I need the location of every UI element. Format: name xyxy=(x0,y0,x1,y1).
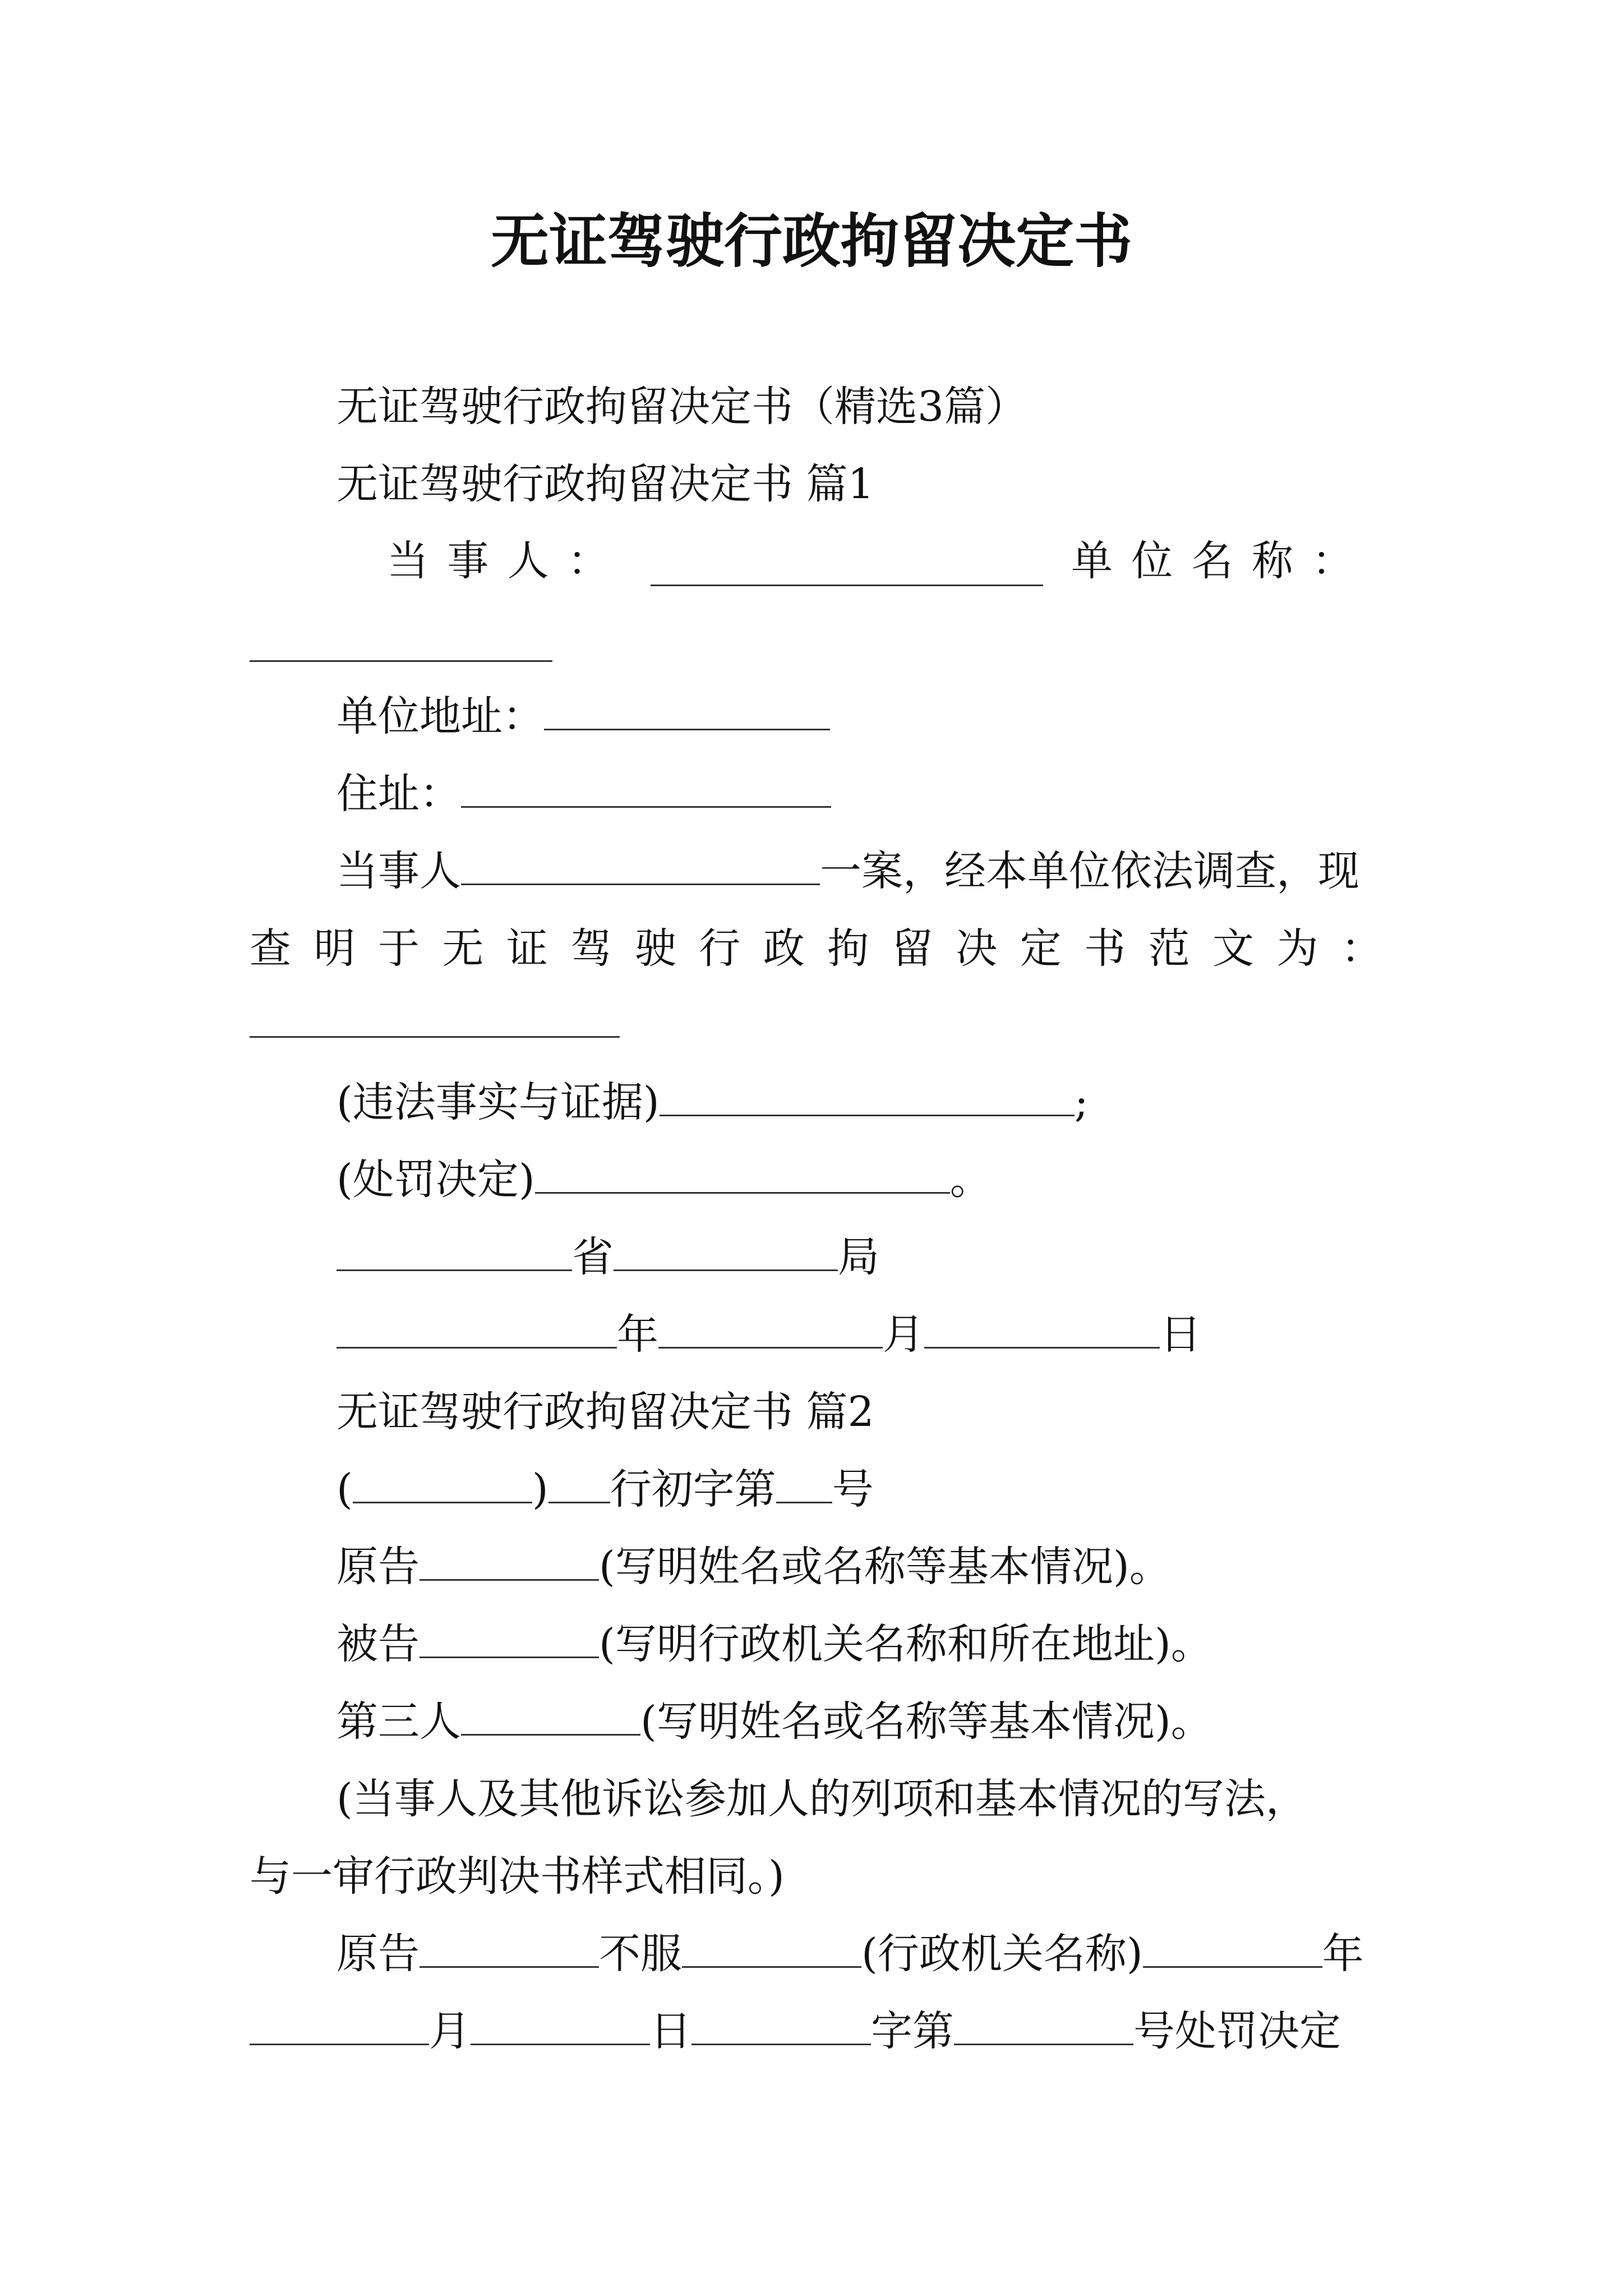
line-text: (写明姓名或名称等基本情况)。 xyxy=(599,1543,1171,1591)
line-text: 省 xyxy=(572,1233,614,1281)
text-line xyxy=(336,1304,1201,1365)
blank-line xyxy=(419,1617,599,1658)
line-text: (当事人及其他诉讼参加人的列项和基本情况的写法， xyxy=(336,1775,1307,1823)
line-text: (写明行政机关名称和所在地址)。 xyxy=(599,1620,1212,1668)
justified-char: 查 xyxy=(250,924,291,973)
text-line xyxy=(336,1071,1089,1133)
blank-line xyxy=(682,1927,861,1968)
line-text: ( xyxy=(336,1465,353,1513)
line-text: ) xyxy=(532,1465,548,1513)
line-text: 与一审行政判决书样式相同。) xyxy=(250,1852,785,1901)
justified-char: 证 xyxy=(506,924,548,973)
blank-line xyxy=(544,689,830,730)
justified-text-line xyxy=(250,918,1382,979)
blank-line xyxy=(691,2004,871,2045)
document-title: 无证驾驶行政拘留决定书 xyxy=(490,206,1132,275)
blank-line xyxy=(419,1540,599,1581)
text-line xyxy=(250,1846,785,1907)
blank-line xyxy=(250,1035,620,1038)
text-line xyxy=(336,1381,874,1443)
blank-line xyxy=(353,1462,532,1503)
justified-char: 明 xyxy=(313,924,356,973)
blank-line xyxy=(614,1230,838,1271)
justified-char: 拘 xyxy=(827,924,869,973)
text-line xyxy=(1071,530,1372,592)
line-text: 一案，经本单位依法调查，现 xyxy=(820,847,1359,895)
justified-char: 驾 xyxy=(570,924,612,973)
text-line xyxy=(336,840,1359,902)
text-line xyxy=(336,376,1027,438)
line-text: 号 xyxy=(832,1465,874,1513)
blank-line xyxy=(250,659,552,662)
text-line xyxy=(336,1691,1212,1752)
section-heading: 无证驾驶行政拘留决定书 篇1 xyxy=(336,460,874,508)
line-text: (写明姓名或名称等基本情况)。 xyxy=(640,1697,1212,1746)
blank-line xyxy=(548,1462,610,1503)
line-text: 原告 xyxy=(336,1543,419,1591)
text-line xyxy=(387,530,628,592)
line-text: 局 xyxy=(838,1233,879,1281)
line-text: (处罚决定) xyxy=(336,1156,535,1204)
line-text: 年 xyxy=(617,1310,658,1359)
blank-line xyxy=(336,1230,572,1271)
text-line xyxy=(336,763,831,825)
line-text: 行初字第 xyxy=(610,1465,776,1513)
justified-char: 于 xyxy=(377,924,419,973)
justified-char: ： xyxy=(1340,924,1382,973)
blank-line xyxy=(924,1308,1160,1349)
field-label: 当事人： xyxy=(387,537,628,585)
blank-line xyxy=(535,1153,950,1194)
blank-line xyxy=(461,767,831,808)
text-line xyxy=(336,1226,879,1288)
justified-char: 范 xyxy=(1148,924,1190,973)
text-line xyxy=(250,2000,1341,2062)
field-label: 单位名称： xyxy=(1071,537,1372,585)
blank-line xyxy=(336,1308,617,1349)
justified-char: 政 xyxy=(763,924,805,973)
line-text: 日 xyxy=(1160,1310,1201,1359)
text-line xyxy=(336,1768,1307,1830)
line-text: 当事人 xyxy=(336,847,461,895)
line-text: 号处罚决定 xyxy=(1133,2007,1341,2055)
justified-char: 决 xyxy=(956,924,998,973)
field-label: 住址： xyxy=(336,770,461,818)
line-text: (行政机关名称) xyxy=(861,1930,1143,1978)
blank-line xyxy=(461,844,820,885)
line-text: 被告 xyxy=(336,1620,419,1668)
justified-char: 行 xyxy=(699,924,741,973)
line-text: 月 xyxy=(429,2007,471,2055)
blank-line xyxy=(471,2004,650,2045)
blank-line xyxy=(1143,1927,1322,1968)
justified-char: 无 xyxy=(442,924,484,973)
text-line xyxy=(336,1613,1212,1675)
line-text: 不服 xyxy=(599,1930,682,1978)
justified-char: 文 xyxy=(1212,924,1255,973)
justified-char: 书 xyxy=(1084,924,1126,973)
blank-line xyxy=(954,2004,1133,2045)
justified-char: 留 xyxy=(891,924,933,973)
text-line xyxy=(336,1923,1364,1985)
text-line xyxy=(336,453,874,515)
blank-line xyxy=(658,1308,883,1349)
section-heading: 无证驾驶行政拘留决定书 篇2 xyxy=(336,1388,874,1436)
field-label: 单位地址： xyxy=(336,692,544,740)
text-line xyxy=(336,685,830,747)
line-text: 月 xyxy=(883,1310,924,1359)
blank-line xyxy=(660,1075,1075,1116)
line-text: 原告 xyxy=(336,1930,419,1978)
justified-char: 驶 xyxy=(634,924,676,973)
line-text: ; xyxy=(1074,1078,1089,1126)
text-line xyxy=(336,1536,1171,1598)
text-line xyxy=(336,1149,992,1211)
line-text: 日 xyxy=(650,2007,691,2055)
justified-char: 为 xyxy=(1276,924,1318,973)
blank-line xyxy=(651,583,1043,586)
blank-line xyxy=(461,1695,640,1736)
line-text: 。 xyxy=(949,1156,992,1204)
text-line xyxy=(336,1458,874,1520)
line-text: (违法事实与证据) xyxy=(336,1078,660,1126)
line-text: 字第 xyxy=(871,2007,954,2055)
blank-line xyxy=(250,2004,429,2045)
line-text: 年 xyxy=(1322,1930,1364,1978)
blank-line xyxy=(776,1462,832,1503)
justified-char: 定 xyxy=(1020,924,1062,973)
blank-line xyxy=(419,1927,599,1968)
line-text: 第三人 xyxy=(336,1697,461,1746)
line-text: 无证驾驶行政拘留决定书（精选3篇） xyxy=(336,383,1027,431)
